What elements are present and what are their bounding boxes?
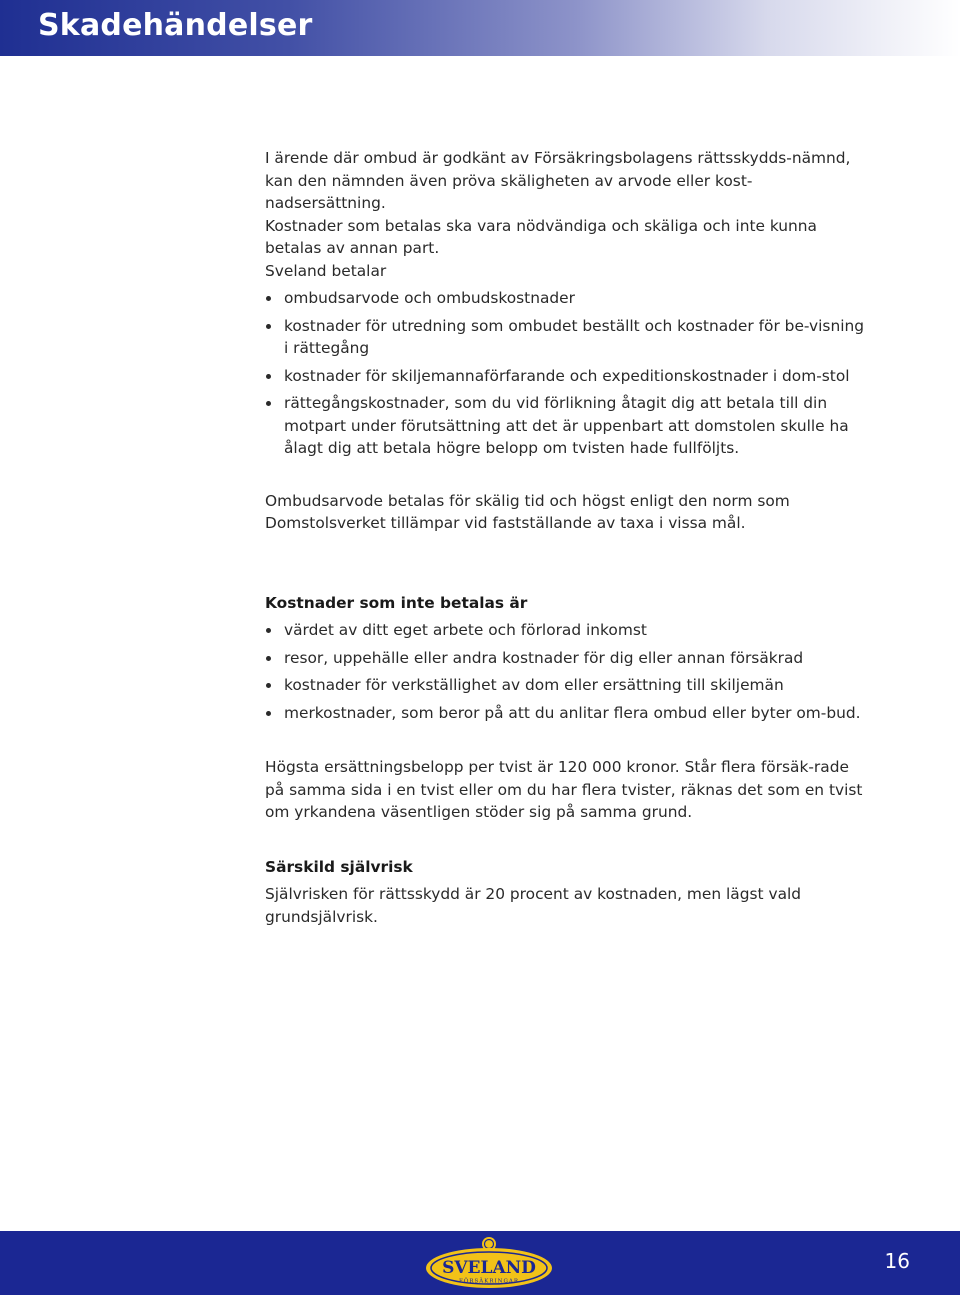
list-item [265,702,865,725]
list-item-text: kostnader för skiljemannaförfarande och expeditionskostnader i dom-stol [284,366,850,385]
bullet-icon [266,324,271,329]
sveland-pays-label: Sveland betalar [265,261,387,280]
bullet-icon [266,683,271,688]
page-title: Skadehändelser [38,8,313,43]
not-covered-list [265,619,865,724]
list-item [265,674,865,697]
list-item-text: värdet av ditt eget arbete och förlorad inkomst [284,621,647,639]
list-item-text: resor, uppehälle eller andra kostnader för dig eller annan försäkrad [284,648,804,667]
bullet-icon [266,296,271,301]
logo-subtext: FÖRSÄKRINGAR [459,1278,519,1285]
bullet-icon [266,656,271,661]
fee-paragraph: Ombudsarvode betalas för skälig tid och högst enligt den norm som Domstolsverket tillämpar vid fastställande av taxa i vissa mål. [265,491,790,532]
list-item [265,315,865,360]
list-item-text: kostnader för verkställighet av dom eller ersättning till skiljemän [284,676,784,694]
list-item [265,365,865,388]
bullet-icon [266,711,271,716]
bullet-icon [266,374,271,379]
bullet-icon [266,628,271,633]
bullet-icon [266,401,271,406]
list-item [265,619,865,642]
intro-paragraph-1: I ärende där ombud är godkänt av Försäkringsbolagens rättsskydds-nämnd, kan den nämnden även pröva skäligheten av arvode eller kost-nadsersättning. [265,149,851,212]
main-content [265,147,865,928]
max-amount-paragraph: Högsta ersättningsbelopp per tvist är 120 000 kronor. Står flera försäk-rade på samma sida i en tvist eller om du har flera tvister, räknas det som en tvist om yrkandena väsentligen stöder sig på samma grund. [265,758,863,821]
list-item-text: merkostnader, som beror på att du anlitar flera ombud eller byter om-bud. [284,703,861,722]
page-header-band [0,0,960,56]
deductible-text: Självrisken för rättsskydd är 20 procent av kostnaden, men lägst vald grundsjälvrisk. [265,885,802,926]
list-item-text: ombudsarvode och ombudskostnader [284,289,575,307]
list-item [265,647,865,670]
not-paid-heading: Kostnader som inte betalas är [265,593,528,612]
deductible-heading: Särskild självrisk [265,857,413,876]
list-item-text: kostnader för utredning som ombudet beställt och kostnader för be-visning i rättegång [284,316,865,357]
intro-paragraph-2: Kostnader som betalas ska vara nödvändiga och skäliga och inte kunna betalas av annan part. [265,216,817,257]
list-item-text: rättegångskostnader, som du vid förlikning åtagit dig att betala till din motpart under förutsättning att det är uppenbart att domstolen skulle ha ålagt dig att betala högre belopp om tvisten hade fullföljts. [284,394,849,457]
list-item [265,287,865,310]
covered-costs-list [265,287,865,460]
logo-wordmark: SVELAND [442,1258,536,1278]
list-item [265,392,865,460]
page-footer-band [0,1231,960,1295]
sveland-logo [423,1235,555,1291]
page-number: 16 [884,1249,910,1273]
